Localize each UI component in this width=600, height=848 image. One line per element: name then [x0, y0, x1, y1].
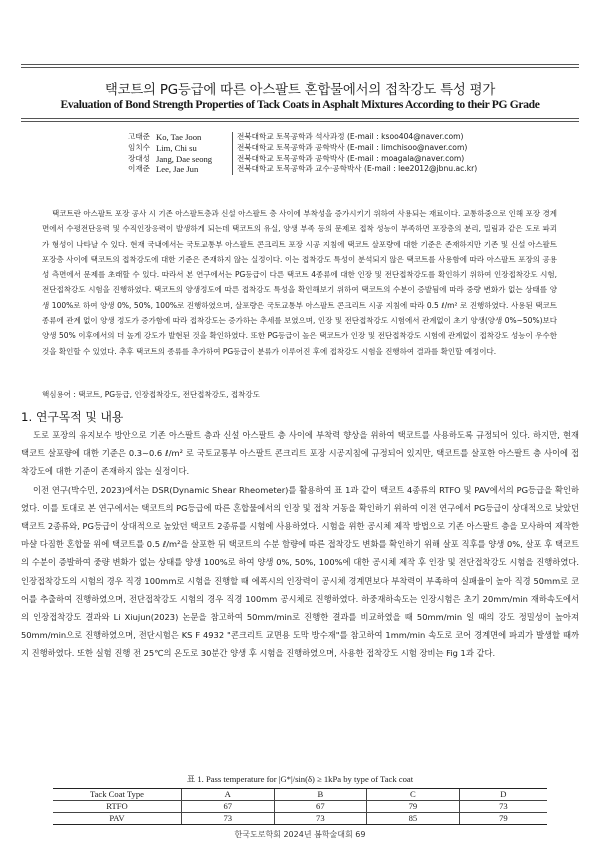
table-cell: 67 — [181, 801, 274, 813]
body-paragraph: 이전 연구(박수민, 2023)에서는 DSR(Dynamic Shear Rheometer)를 활용하여 표 1과 같이 택코트 4종류의 RTFO 및 PAV에서의 PG등급을 확인하였다. 이를 토대로 본 연구에서는 택코트의 PG등급에 따른 혼합물에서의 인장 및 접착 거동을 확인하기 위하여 이전 연구에서 PG등급이 상대적으로 낮았던 택코트 2종류와, PG등급이 상대적으로 높았던 택코트 2종류를 시험에 사용하였다. 시험을 위한 공시체 제작 방법으로 기존 아스팔트 층을 모사하여 제작한 마샬 다짐한 혼합물 위에 택코트를 0.5 ℓ/m²을 살포한 뒤 택코트의 수분 함량에 따른 접착강도 변화를 확인하기 위해 살포 직후를 양생 0%, 살포 후 택코트의 수분이 증발하여 중량 변화가 없는 상태를 양생 100%로 하여 양생 0%, 50%, 100%에 대한 공시체 제작 후 인장 및 전단접착강도 시험을 진행하였다. 인장접착강도의 시험의 경우 직경 100mm로 시험을 진행할 때 에폭시의 인장력이 공시체 경계면보다 부착력이 부족하여 실패율이 높아 직경 50mm로 코어를 추출하여 진행하였으며, 전단접착강도 시험의 경우 직경 100mm 공시체로 진행하였다. 하중재하속도는 인장시험은 초기 20mm/min 재하속도에서의 인장접착강도 결과와 Li Xiujun(2023) 논문을 참고하여 50mm/min로 진행한 결과를 비교하였을 때 50mm/min 일 때의 강도 정밀성이 높아져 50mm/min으로 진행하였으며, 전단시험은 KS F 4932 "콘크리트 교면용 도막 방수재"를 참고하여 1mm/min 속도로 코어 경계면에 파괴가 발생할 때까지 진행하였다. 또한 실험 진행 전 25℃의 온도로 30분간 양생 후 시험을 진행하였으며, 사용한 접착강도 시험 장비는 Fig 1과 같다. — [21, 484, 579, 659]
author-name-ko: 고태준 — [127, 132, 150, 141]
author-list — [108, 132, 508, 175]
table-cell: 79 — [367, 801, 460, 813]
author-row — [108, 164, 508, 175]
table-header-cell: D — [459, 789, 547, 801]
author-affiliation: 전북대학교 토목공학과 공학박사 (E-mail : moagala@naver.com) — [232, 154, 464, 165]
title-block — [21, 64, 579, 122]
abstract-text: 택코트란 아스팔트 포장 공사 시 기존 아스팔트층과 신설 아스팔트 층 사이에 부착성을 증가시키기 위하여 사용되는 재료이다. 교통하중으로 인해 포장 경계면에서 수평전단응력 및 수직인장응력이 발생하게 되는데 택코트의 유실, 양생 부족 등의 문제로 접착 성능이 부족하면 포장층의 분리, 밀림과 같은 도로 파괴가 형성이 나타날 수 있다. 현재 국내에서는 국토교통부 아스팔트 콘크리트 포장 시공 지침에 택코트 살포량에 대한 기준은 존재하지만 기존 및 신설 아스팔트 포장층 사이에 택코트의 접착강도에 대한 기준은 존재하지 않는 실정이다. 이는 접착강도 특성이 분석되지 않은 택코트를 사용함에 따라 아스팔트 포장의 공용성 측면에서 문제를 초래할 수 있다. 따라서 본 연구에서는 PG등급이 다른 택코트 4종류에 대한 인장 및 전단접착강도를 확인하기 위하여 인장접착강도 시험, 전단접착강도 시험을 진행하였다. 택코트의 양생정도에 따른 접착강도 특성을 확인해보기 위하여 택코트의 수분이 증발됨에 따라 중량 변화가 없는 상태를 양생 100%로 하여 양생 0%, 50%, 100%로 진행하였으며, 살포량은 국토교통부 아스팔트 콘크리트 시공 지침에 따라 0.5 ℓ/m² 로 진행하였다. 사용된 택코트 종류에 관계 없이 양생 정도가 증가함에 따라 접착강도는 증가하는 추세를 보였으며, 인장 및 전단접착강도 시험에서 관계없이 초기 양생(양생 0%~50%)보다 양생 50% 이후에서의 더 높게 강도가 발현된 것을 확인하였다. 또한 PG등급이 높은 택코트가 인장 및 전단접착강도 시험에 관계없이 접착강도 성능이 우수한 것을 확인할 수 있었다. 추후 택코트의 종류를 추가하여 PG등급이 분류가 이루어진 후에 접착강도 시험을 진행하여 결과를 확인할 예정이다. — [42, 209, 557, 356]
author-name-en: Lim, Chi su — [156, 142, 197, 153]
section-heading: 1. 연구목적 및 내용 — [21, 410, 124, 424]
table-row — [53, 813, 547, 825]
table-header-cell: A — [181, 789, 274, 801]
table-cell: 73 — [274, 813, 367, 825]
table-header-cell: C — [367, 789, 460, 801]
table-caption: 표 1. Pass temperature for |G*|/sin(δ) ≥ 1kPa by type of Tack coat — [186, 774, 414, 784]
body-paragraph: 도로 포장의 유지보수 방안으로 기존 아스팔트 층과 신설 아스팔트 층 사이에 부착력 향상을 위하여 택코트를 사용하도록 규정되어 있다. 하지만, 현재 택코트 살포량에 대한 기준은 0.3~0.6 ℓ/m² 로 국토교통부 아스팔트 콘크리트 포장 시공지침에 규정되어 있지만, 택코트를 살포한 아스팔트 층 사이에 접착강도에 대한 기준이 존재하지 않는 실정이다. — [21, 430, 579, 477]
table-cell: 73 — [459, 801, 547, 813]
table-cell: RTFO — [53, 801, 181, 813]
pass-temperature-table — [53, 788, 547, 825]
author-row — [108, 154, 508, 165]
table-cell: 73 — [181, 813, 274, 825]
author-name-ko: 임치수 — [127, 142, 150, 152]
title-english: Evaluation of Bond Strength Properties of Tack Coats in Asphalt Mixtures According to their PG Grade — [60, 98, 540, 111]
table-cell: 85 — [367, 813, 460, 825]
table-header-cell: B — [274, 789, 367, 801]
table-header-cell: Tack Coat Type — [53, 789, 181, 801]
author-row — [108, 132, 508, 143]
page-footer: 한국도로학회 2024년 봄학술대회 69 — [234, 830, 366, 839]
table-row — [53, 801, 547, 813]
title-korean: 택코트의 PG등급에 따른 아스팔트 혼합물에서의 접착강도 특성 평가 — [104, 83, 496, 98]
keywords: 핵심용어 : 택코트, PG등급, 인장접착강도, 전단접착강도, 접착강도 — [42, 390, 260, 399]
author-affiliation: 전북대학교 토목공학과 교수·공학박사 (E-mail : lee2012@jbnu.ac.kr) — [232, 164, 477, 175]
table-cell: PAV — [53, 813, 181, 825]
author-name-ko: 이재준 — [127, 164, 150, 174]
table-cell: 67 — [274, 801, 367, 813]
author-name-en: Lee, Jae Jun — [156, 164, 199, 175]
table-header-row — [53, 789, 547, 801]
abstract — [42, 206, 557, 359]
author-affiliation: 전북대학교 토목공학과 공학박사 (E-mail : limchisoo@naver.com) — [232, 143, 467, 154]
section-body — [21, 426, 579, 663]
table-cell: 79 — [459, 813, 547, 825]
author-name-en: Jang, Dae seong — [156, 153, 213, 164]
author-row — [108, 143, 508, 154]
author-name-ko: 장대성 — [127, 153, 150, 163]
author-name-en: Ko, Tae Joon — [156, 132, 202, 142]
author-affiliation: 전북대학교 토목공학과 석사과정 (E-mail : ksoo404@naver.com) — [232, 132, 463, 143]
